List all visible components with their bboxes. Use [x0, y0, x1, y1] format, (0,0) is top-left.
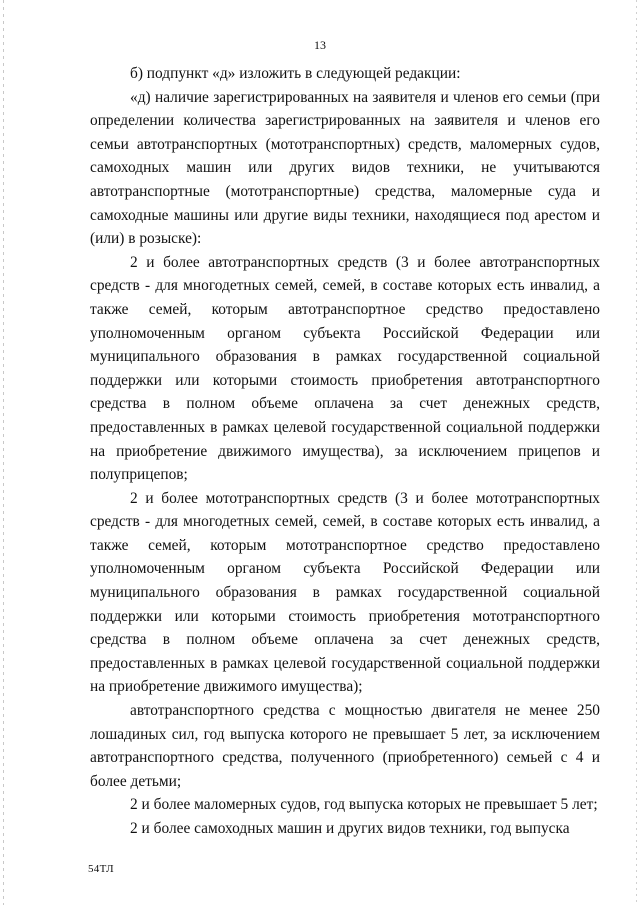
- footer-document-code: 54ТЛ: [88, 863, 114, 875]
- paragraph-engine-power: автотранспортного средства с мощностью двигателя не менее 250 лошадиных сил, год выпуска которого не превышает 5 лет, за исключением автотранспортного средства, полученного (приобретенного) семьей с 4 и более детьми;: [90, 702, 600, 790]
- paragraph-auto-vehicles: 2 и более автотранспортных средств (3 и более автотранспортных средств - для многодетных семей, семей, в составе которых есть инвалид, а также семей, которым автотранспортное средство предоставлено уполномоченным органом субъекта Российской Федерации или муниципального образования в рамках государственной социальной поддержки или которыми стоимость приобретения автотранспортного средства в полном объеме оплачена за счет денежных средств, предоставленных в рамках целевой государственной социальной поддержки на приобретение движимого имущества), за исключением прицепов и полуприцепов;: [90, 253, 600, 484]
- paragraph-self-propelled: 2 и более самоходных машин и других видов техники, год выпуска: [130, 820, 570, 837]
- paragraph-moto-vehicles: 2 и более мототранспортных средств (3 и более мототранспортных средств - для многодетных семей, семей, в составе которых есть инвалид, а также семей, которым мототранспортное средство предоставлено уполномоченным органом субъекта Российской Федерации или муниципального образования в рамках государственной социальной поддержки или которыми стоимость приобретения мототранспортного средства в полном объеме оплачена за счет денежных средств, предоставленных в рамках целевой государственной социальной поддержки на приобретение движимого имущества);: [90, 489, 600, 696]
- page-number: 13: [314, 38, 326, 52]
- paragraph-subpoint-d: «д) наличие зарегистрированных на заявителя и членов его семьи (при определении количества зарегистрированных на заявителя и членов его семьи автотранспортных (мототранспортных) средств, маломерных судов, самоходных машин или других видов техники, не учитываются автотранспортные (мототранспортные) средства, маломерные суда и самоходные машины или другие виды техники, находящиеся под арестом и (или) в розыске):: [90, 88, 600, 248]
- paragraph-small-vessels: 2 и более маломерных судов, год выпуска которых не превышает 5 лет;: [130, 796, 598, 814]
- scan-edge-left: [3, 0, 4, 905]
- scan-edge-right: [636, 0, 637, 905]
- paragraph-subpoint-b: б) подпункт «д» изложить в следующей редакции:: [130, 65, 461, 82]
- document-body: [90, 62, 600, 841]
